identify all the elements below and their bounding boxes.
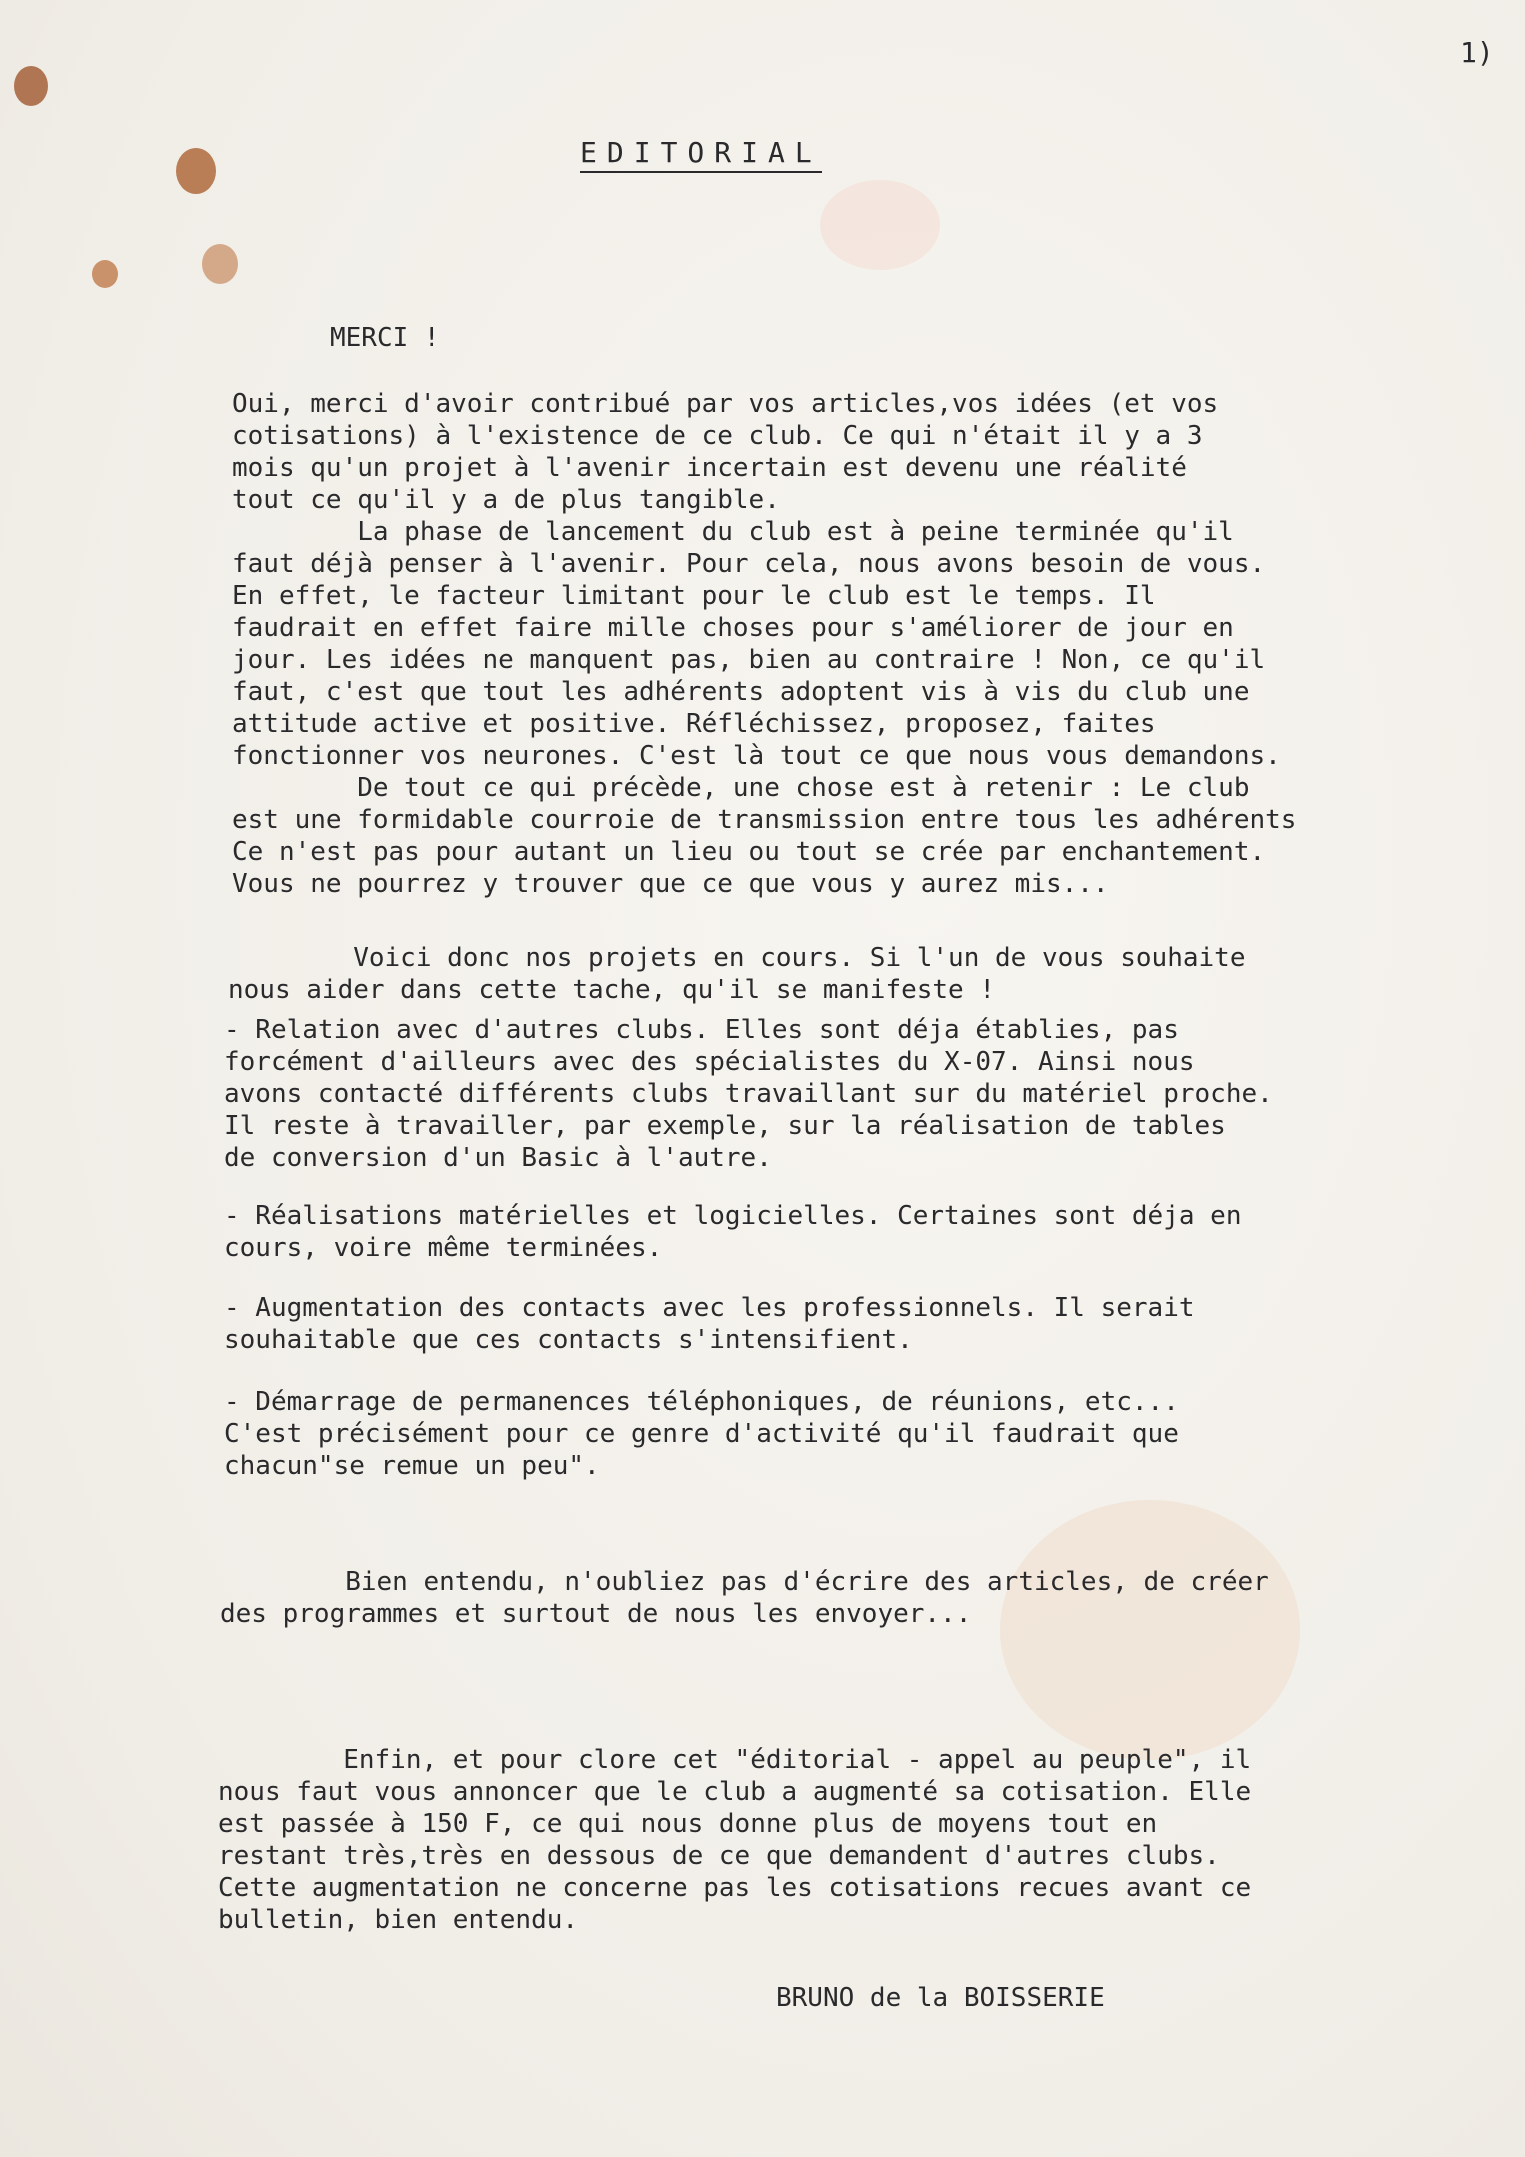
paragraph-cotisation: Enfin, et pour clore cet "éditorial - appel au peuple", il nous faut vous annoncer que le club a augmenté sa cotisation. Elle est passée à 150 F, ce qui nous donne plus de moyens tout en restant très,très en dessous de ce que demandent d'autres clubs. Cette augmentation ne concerne pas les cotisations recues avant ce bulletin, bien entendu. bbox=[218, 1745, 1252, 1935]
coffee-stain bbox=[202, 244, 238, 284]
paragraph-intro: Oui, merci d'avoir contribué par vos articles,vos idées (et vos cotisations) à l'existence de ce club. Ce qui n'était il y a 3 mois qu'un projet à l'avenir incertain est devenu une réalité tout ce qu'il y a de plus tangible. La phase de lancement du club est à peine terminée qu'il faut déjà penser à l'avenir. Pour cela, nous avons besoin de vous. En effet, le facteur limitant pour le club est le temps. Il faudrait en effet faire mille choses pour s'améliorer de jour en jour. Les idées ne manquent pas, bien au contraire ! Non, ce qu'il faut, c'est que tout les adhérents adoptent vis à vis du club une attitude active et positive. Réfléchissez, proposez, faites fonctionner vos neurones. C'est là tout ce que nous vous demandons. De tout ce qui précède, une chose est à retenir : Le club est une formidable courroie de transmission entre tous les adhérents Ce n'est pas pour autant un lieu ou tout se crée par enchantement. Vous ne pourrez y trouver que ce que vous y aurez mis... bbox=[232, 389, 1297, 899]
coffee-stain bbox=[92, 260, 118, 288]
section-heading: MERCI ! bbox=[330, 323, 440, 353]
list-item: - Démarrage de permanences téléphoniques, de réunions, etc... C'est précisément pour ce genre d'activité qu'il faudrait que chacun"se remue un peu". bbox=[224, 1387, 1179, 1481]
paper-discoloration bbox=[820, 180, 940, 270]
paragraph-articles: Bien entendu, n'oubliez pas d'écrire des articles, de créer des programmes et surtout de nous les envoyer... bbox=[220, 1567, 1269, 1629]
list-item: - Réalisations matérielles et logicielles. Certaines sont déja en cours, voire même terminées. bbox=[224, 1201, 1242, 1263]
page-number: 1) bbox=[1460, 36, 1494, 69]
page-title: EDITORIAL bbox=[580, 136, 822, 173]
paper-discoloration bbox=[1000, 1500, 1300, 1760]
list-item: - Augmentation des contacts avec les professionnels. Il serait souhaitable que ces contacts s'intensifient. bbox=[224, 1293, 1195, 1355]
signature: BRUNO de la BOISSERIE bbox=[776, 1983, 1105, 2013]
coffee-stain bbox=[176, 148, 216, 194]
paragraph-projects: Voici donc nos projets en cours. Si l'un de vous souhaite nous aider dans cette tache, qu'il se manifeste ! bbox=[228, 943, 1246, 1005]
list-item: - Relation avec d'autres clubs. Elles sont déja établies, pas forcément d'ailleurs avec des spécialistes du X-07. Ainsi nous avons contacté différents clubs travaillant sur du matériel proche. Il reste à travailler, par exemple, sur la réalisation de tables de conversion d'un Basic à l'autre. bbox=[224, 1015, 1273, 1173]
coffee-stain bbox=[14, 66, 48, 106]
